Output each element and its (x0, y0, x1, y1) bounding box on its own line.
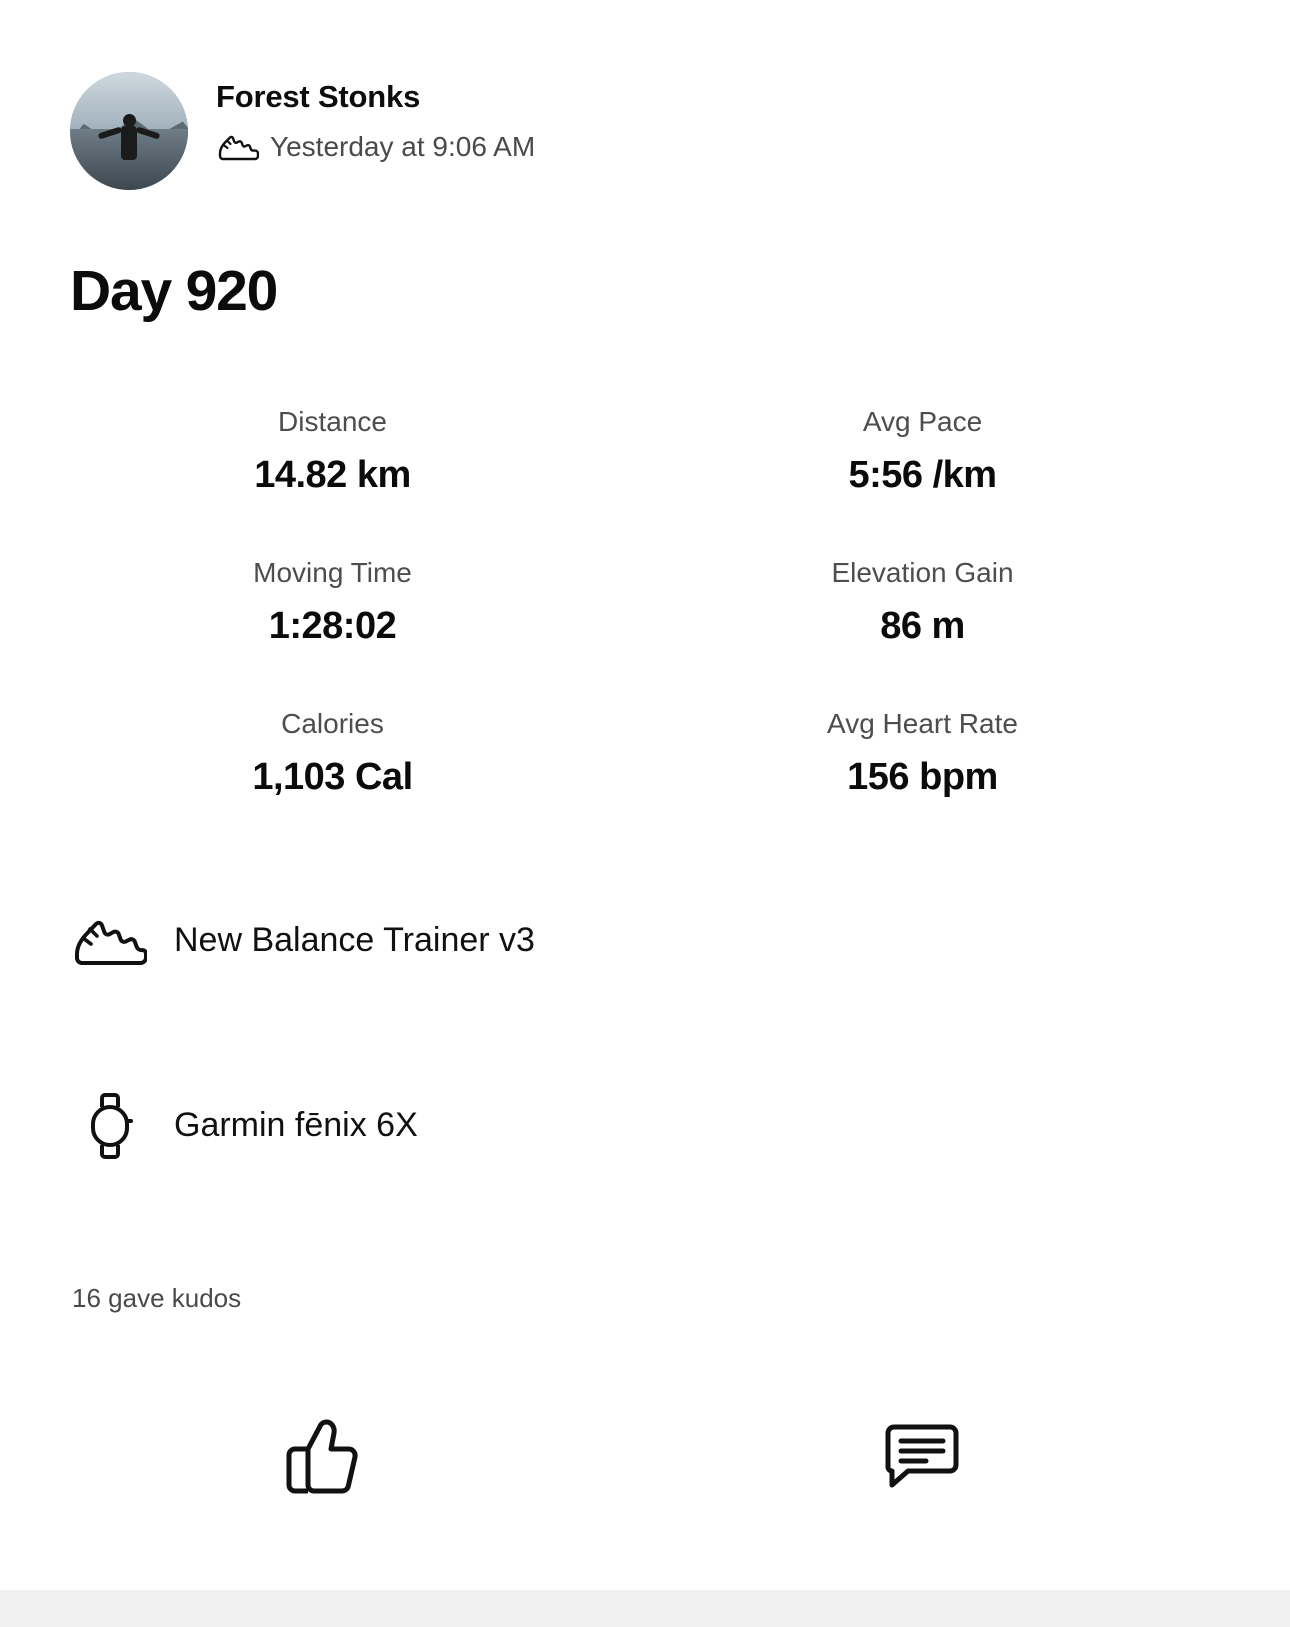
gear-row-shoes[interactable] (70, 905, 535, 977)
comment-bubble-icon (882, 1420, 962, 1497)
stat-label: Calories (281, 708, 384, 740)
thumbs-up-icon (279, 1415, 365, 1502)
activity-title[interactable]: Day 920 (70, 259, 278, 323)
stat-label: Avg Heart Rate (827, 708, 1018, 740)
stat-avg-heart-rate (635, 707, 1210, 800)
bottom-strip (0, 1590, 1290, 1627)
stat-label: Elevation Gain (831, 557, 1014, 589)
gear-row-watch[interactable] (70, 1090, 418, 1162)
stat-label: Avg Pace (862, 406, 983, 437)
gear-label: Garmin fēnix 6X (174, 1106, 418, 1145)
avatar[interactable] (70, 72, 188, 190)
running-shoe-icon (70, 905, 150, 977)
stat-elevation-gain (635, 556, 1210, 649)
stats-grid (70, 405, 1220, 801)
stat-value: 1,103 Cal (252, 755, 413, 798)
running-shoe-icon (216, 130, 260, 164)
timestamp-row (216, 130, 535, 164)
stat-value: 156 bpm (847, 755, 998, 798)
stat-label: Moving Time (253, 557, 412, 589)
action-bar (0, 1400, 1290, 1530)
stat-value: 5:56 /km (848, 453, 997, 496)
kudos-count[interactable]: 16 gave kudos (72, 1283, 242, 1313)
watch-icon (70, 1090, 150, 1162)
stat-avg-pace (635, 405, 1210, 498)
gear-label: New Balance Trainer v3 (174, 921, 535, 960)
stat-label: Distance (278, 406, 387, 437)
stat-value: 14.82 km (254, 453, 411, 496)
kudos-button[interactable] (262, 1408, 382, 1508)
stat-value: 1:28:02 (268, 604, 397, 647)
stat-moving-time (45, 556, 620, 649)
post-header (70, 72, 535, 190)
comment-button[interactable] (862, 1408, 982, 1508)
post-timestamp: Yesterday at 9:06 AM (270, 130, 536, 162)
stat-distance (45, 405, 620, 498)
post-header-text (216, 72, 535, 164)
stat-value: 86 m (880, 604, 965, 647)
avatar-person-body (121, 126, 137, 160)
stat-calories (45, 707, 620, 800)
athlete-name[interactable]: Forest Stonks (216, 79, 421, 114)
